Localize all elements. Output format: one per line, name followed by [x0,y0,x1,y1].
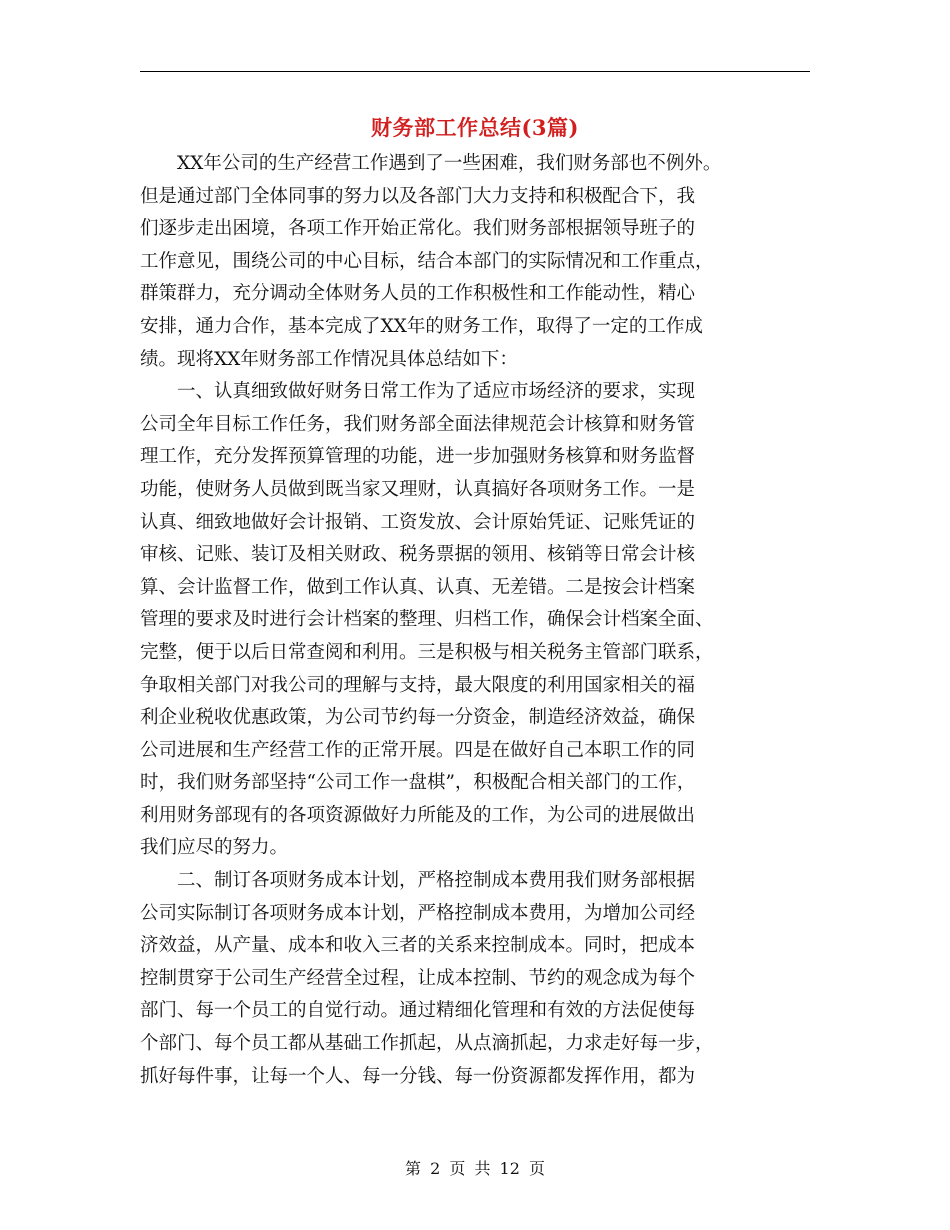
paragraph-line: 们逐步走出困境，各项工作开始正常化。我们财务部根据领导班子的 [140,218,696,240]
paragraph-line: 争取相关部门对我公司的理解与支持，最大限度的利用国家相关的福 [140,674,696,696]
paragraph-line: 管理的要求及时进行会计档案的整理、归档工作，确保会计档案全面、 [140,609,714,631]
paragraph-line: 理工作，充分发挥预算管理的功能，进一步加强财务核算和财务监督 [140,446,696,468]
page-footer: 第 2 页 共 12 页 [405,1159,545,1178]
paragraph-line: 工作意见，围绕公司的中心目标，结合本部门的实际情况和工作重点， [140,250,714,272]
paragraph-line: 公司实际制订各项财务成本计划，严格控制成本费用，为增加公司经 [140,902,696,924]
paragraph-line: 群策群力，充分调动全体财务人员的工作积极性和工作能动性，精心 [140,283,696,305]
paragraph-line: XX年公司的生产经营工作遇到了一些困难，我们财务部也不例外。 [140,153,722,174]
paragraph-line: 部门、每一个员工的自觉行动。通过精细化管理和有效的方法促使每 [140,1000,696,1022]
paragraph-line: 安排，通力合作，基本完成了XX年的财务工作，取得了一定的工作成 [140,315,703,337]
paragraph-line: 功能，使财务人员做到既当家又理财，认真搞好各项财务工作。一是 [140,478,696,500]
paragraph-line: 我们应尽的努力。 [140,837,289,859]
paragraph-line: 但是通过部门全体同事的努力以及各部门大力支持和积极配合下，我 [140,185,696,207]
paragraph-line: 认真、细致地做好会计报销、工资发放、会计原始凭证、记账凭证的 [140,511,696,533]
paragraph-line: 公司进展和生产经营工作的正常开展。四是在做好自己本职工作的同 [140,739,696,761]
paragraph-line: 审核、记账、装订及相关财政、税务票据的领用、核销等日常会计核 [140,544,696,566]
paragraph-line: 控制贯穿于公司生产经营全过程，让成本控制、节约的观念成为每个 [140,967,696,989]
paragraph-line: 抓好每件事，让每一个人、每一分钱、每一份资源都发挥作用，都为 [140,1065,696,1087]
paragraph-line: 利用财务部现有的各项资源做好力所能及的工作，为公司的进展做出 [140,804,696,826]
document-body [140,148,850,1093]
document-title: 财务部工作总结(3篇) [371,115,579,140]
paragraph-line: 个部门、每个员工都从基础工作抓起，从点滴抓起，力求走好每一步， [140,1033,714,1055]
paragraph-line: 绩。现将XX年财务部工作情况具体总结如下： [140,348,518,370]
paragraph-line: 算、会计监督工作，做到工作认真、认真、无差错。二是按会计档案 [140,576,696,598]
paragraph-line: 利企业税收优惠政策，为公司节约每一分资金，制造经济效益，确保 [140,707,696,729]
paragraph-line: 一、认真细致做好财务日常工作为了适应市场经济的要求，实现 [140,381,696,403]
header-rule [140,71,810,72]
paragraph-line: 时，我们财务部坚持“公司工作一盘棋”，积极配合相关部门的工作， [140,772,696,794]
paragraph-line: 公司全年目标工作任务，我们财务部全面法律规范会计核算和财务管 [140,413,696,435]
paragraph-line: 二、制订各项财务成本计划，严格控制成本费用我们财务部根据 [140,870,696,892]
paragraph-line: 完整，便于以后日常查阅和利用。三是积极与相关税务主管部门联系， [140,641,714,663]
paragraph-line: 济效益，从产量、成本和收入三者的关系来控制成本。同时，把成本 [140,935,696,957]
